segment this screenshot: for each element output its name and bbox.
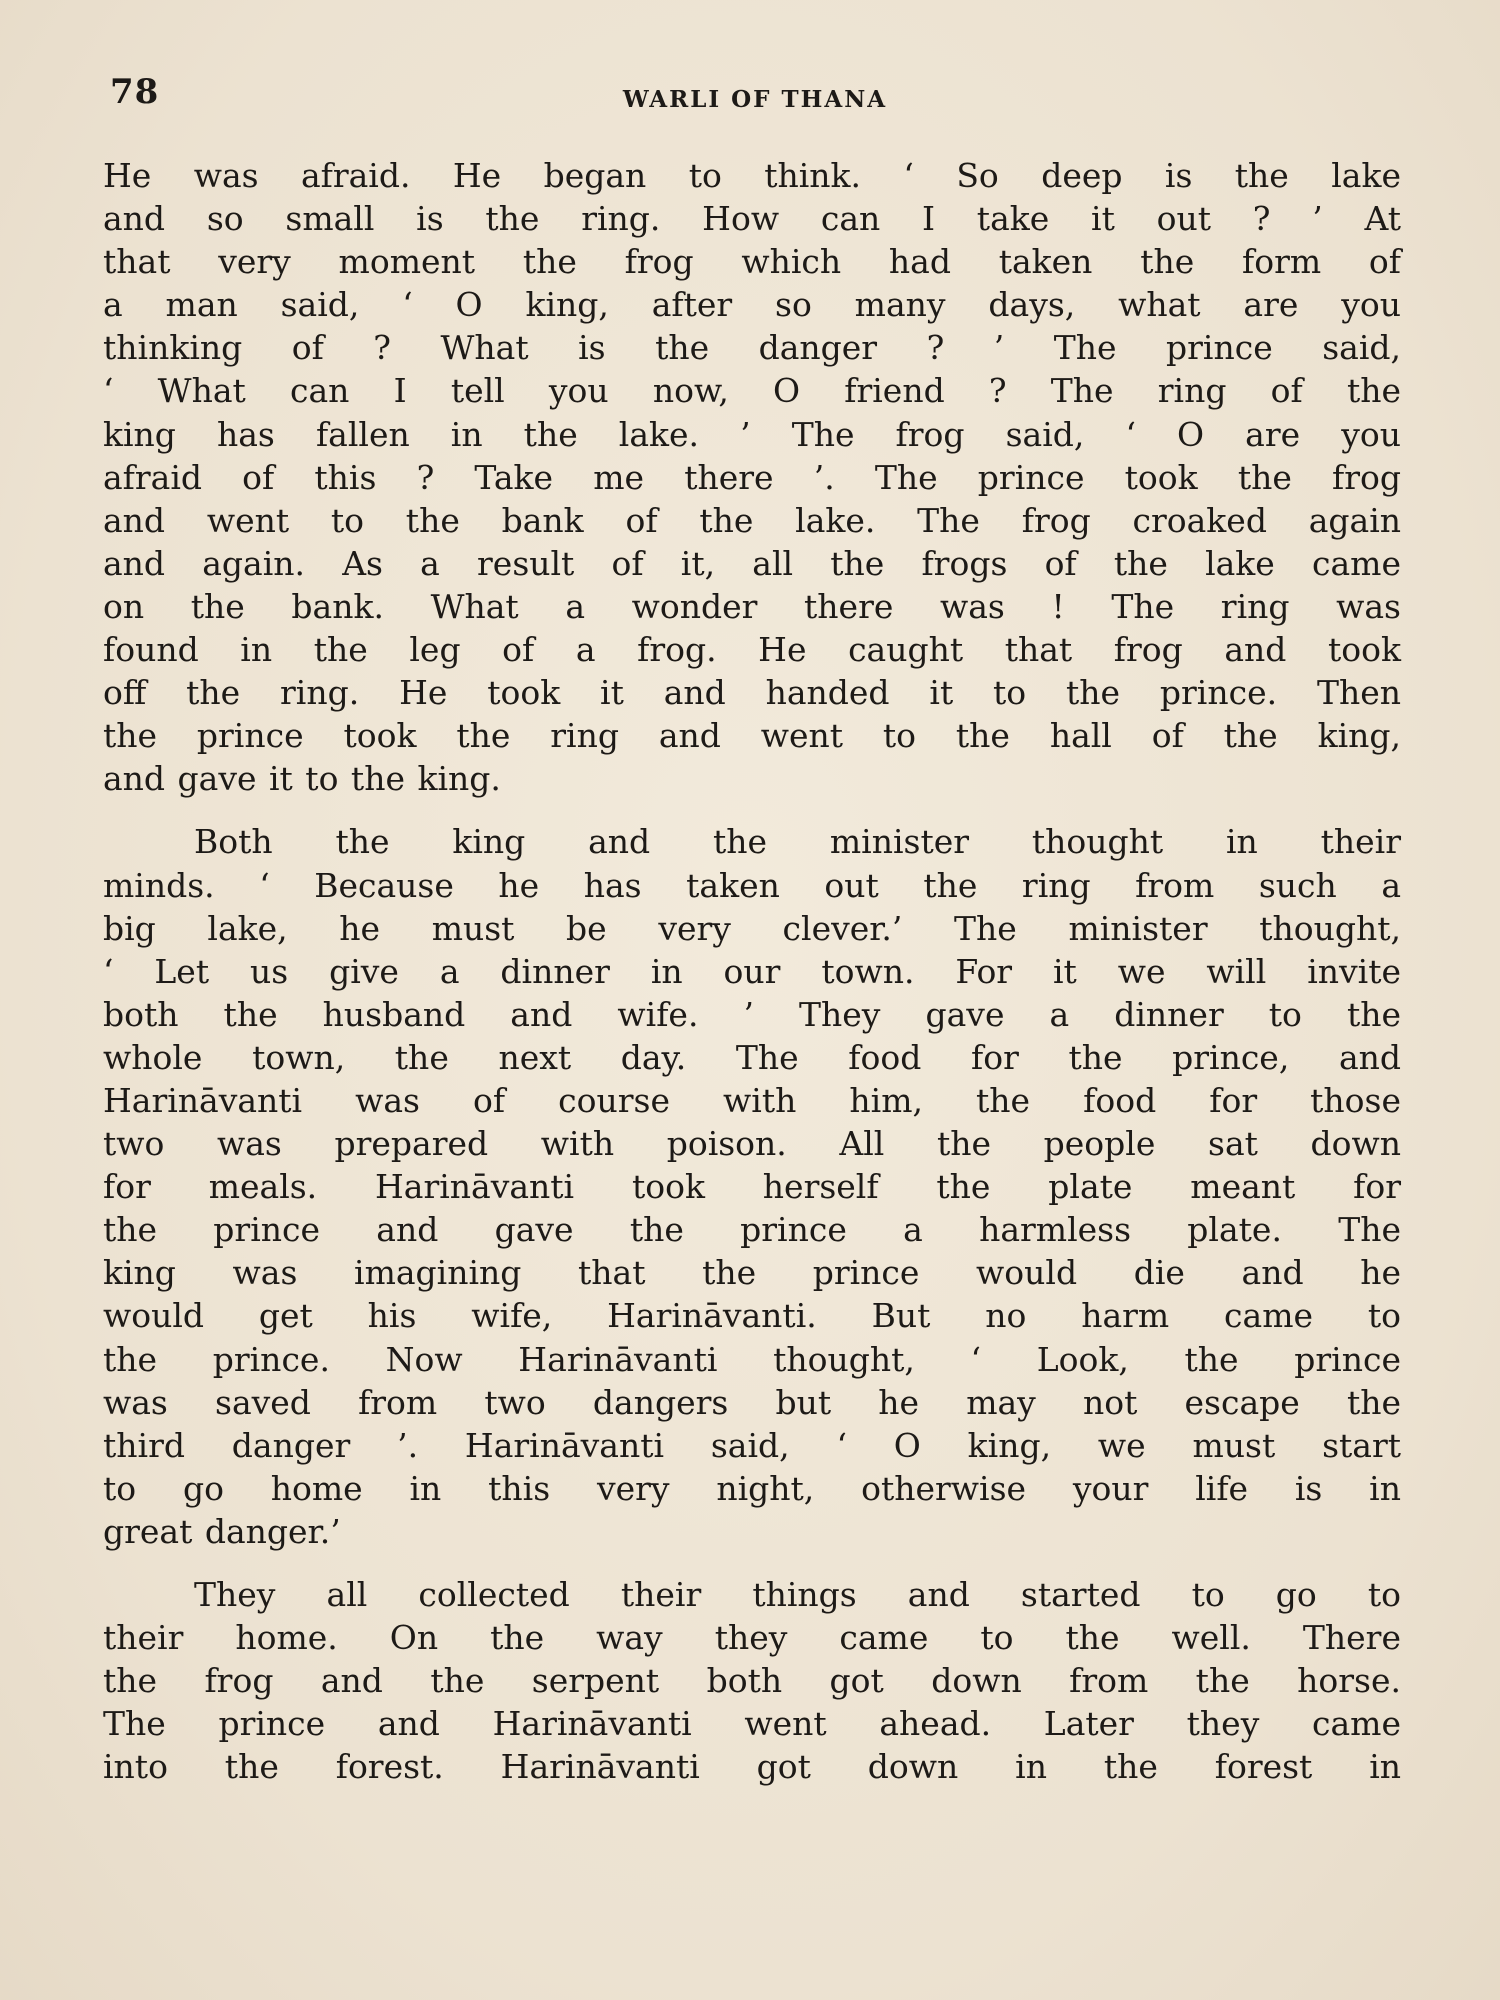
text-line: off the ring. He took it and handed it to the prince. Then <box>103 673 1401 713</box>
page-header <box>0 72 1500 122</box>
text-line: thinking of ? What is the danger ? ’ The prince said, <box>103 328 1401 368</box>
text-line: Harināvanti was of course with him, the food for those <box>103 1080 1401 1120</box>
text-line: the prince and gave the prince a harmless plate. The <box>103 1210 1401 1250</box>
text-line: to go home in this very night, otherwise your life is in <box>103 1468 1401 1508</box>
body-text <box>103 154 1401 1788</box>
running-head: WARLI OF THANA <box>622 86 888 113</box>
text-line: king was imagining that the prince would die and he <box>103 1253 1401 1293</box>
text-line: would get his wife, Harināvanti. But no harm came to <box>103 1296 1401 1336</box>
text-line: third danger ’. Harināvanti said, ‘ O king, we must start <box>103 1425 1401 1465</box>
paragraph-2 <box>103 820 1401 1553</box>
text-line: for meals. Harināvanti took herself the plate meant for <box>103 1167 1401 1207</box>
text-line: whole town, the next day. The food for the prince, and <box>103 1037 1401 1077</box>
text-line: ‘ What can I tell you now, O friend ? The ring of the <box>103 371 1401 411</box>
text-line: minds. ‘ Because he has taken out the ring from such a <box>103 865 1401 905</box>
text-line: found in the leg of a frog. He caught that frog and took <box>103 630 1401 670</box>
text-line: great danger.’ <box>103 1511 341 1551</box>
text-line: afraid of this ? Take me there ’. The prince took the frog <box>103 457 1401 497</box>
text-line: the prince took the ring and went to the hall of the king, <box>103 716 1401 756</box>
text-line: two was prepared with poison. All the people sat down <box>103 1124 1401 1164</box>
text-line: big lake, he must be very clever.’ The minister thought, <box>103 908 1401 948</box>
paragraph-3 <box>103 1573 1401 1788</box>
text-line: and gave it to the king. <box>103 759 501 799</box>
text-line: ‘ Let us give a dinner in our town. For it we will invite <box>103 951 1401 991</box>
text-line: both the husband and wife. ’ They gave a dinner to the <box>103 994 1401 1034</box>
text-line: and so small is the ring. How can I take it out ? ’ At <box>103 199 1401 239</box>
text-line: the prince. Now Harināvanti thought, ‘ Look, the prince <box>103 1339 1401 1379</box>
text-line: their home. On the way they came to the well. There <box>103 1618 1401 1658</box>
text-line: into the forest. Harināvanti got down in the forest in <box>103 1747 1401 1787</box>
text-line: the frog and the serpent both got down from the horse. <box>103 1661 1401 1701</box>
text-line: that very moment the frog which had taken the form of <box>103 242 1401 282</box>
text-line: king has fallen in the lake. ’ The frog said, ‘ O are you <box>103 414 1401 454</box>
text-line: and again. As a result of it, all the frogs of the lake came <box>103 543 1401 583</box>
text-line: was saved from two dangers but he may not escape the <box>103 1382 1401 1422</box>
text-line: a man said, ‘ O king, after so many days, what are you <box>103 285 1401 325</box>
text-line: The prince and Harināvanti went ahead. Later they came <box>103 1704 1401 1744</box>
text-line: Both the king and the minister thought in their <box>194 822 1401 862</box>
text-line: He was afraid. He began to think. ‘ So deep is the lake <box>103 156 1401 195</box>
paragraph-1 <box>103 154 1401 800</box>
text-line: They all collected their things and started to go to <box>194 1575 1401 1614</box>
page-number: 78 <box>110 72 160 112</box>
text-line: and went to the bank of the lake. The frog croaked again <box>103 500 1401 540</box>
text-line: on the bank. What a wonder there was ! The ring was <box>103 586 1401 626</box>
